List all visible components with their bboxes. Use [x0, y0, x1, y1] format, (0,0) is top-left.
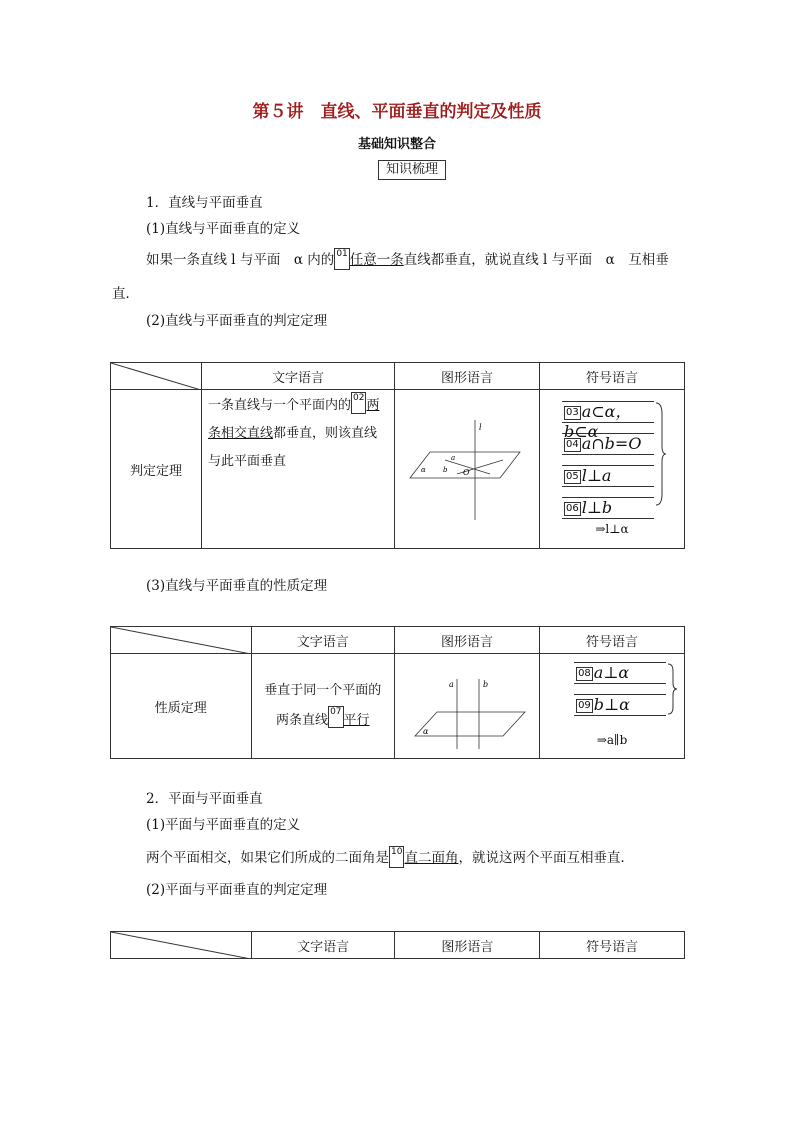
diagonal-line-icon — [111, 932, 251, 959]
label-b: b — [443, 466, 448, 474]
figure-cell — [395, 390, 540, 549]
label-a: a — [451, 454, 456, 462]
text-language-cell: 一条直线与一个平面内的 02 两条相交直线都垂直，则该直线与此平面垂直 — [202, 390, 395, 549]
diagonal-line-icon — [111, 627, 251, 654]
corner-cell — [111, 627, 252, 654]
conclusion: ⇒a∥b — [596, 733, 628, 747]
header-figure-language: 图形语言 — [395, 932, 540, 959]
blank-answer-02: 两条相交直线 — [208, 398, 380, 441]
header-text-language: 文字语言 — [202, 363, 395, 390]
conclusion: ⇒l⊥α — [595, 522, 629, 536]
section-subtitle: 基础知识整合 — [357, 137, 436, 152]
label-alpha: α — [421, 466, 426, 474]
blank-answer-07: 平行 — [343, 713, 370, 728]
section2-heading: 2．平面与平面垂直 — [146, 791, 263, 807]
section1-heading: 1．直线与平面垂直 — [146, 195, 263, 211]
label-l: l — [479, 423, 482, 432]
section2-definition: 两个平面相交，如果它们所成的二面角是 10 直二面角，就说这两个平面互相垂直． — [146, 847, 634, 866]
brace-icon — [666, 663, 678, 715]
plane-perpendicular-figure — [395, 390, 539, 544]
header-symbol-language: 符号语言 — [540, 363, 685, 390]
header-figure-language: 图形语言 — [395, 363, 540, 390]
section1-sub1: (1)直线与平面垂直的定义 — [146, 221, 301, 237]
knowledge-tag: 知识梳理 — [378, 160, 446, 180]
header-text-language: 文字语言 — [251, 627, 395, 654]
section1-sub2: (2)直线与平面垂直的判定定理 — [146, 313, 328, 329]
symbol-language-cell — [540, 654, 685, 759]
symbol-line-05: 05 l⊥a — [562, 465, 654, 487]
figure-cell — [395, 654, 540, 759]
symbol-line-09: 09 b⊥α — [574, 694, 666, 716]
blank-marker-01: 01 — [334, 248, 349, 270]
symbol-line-08: 08 a⊥α — [574, 662, 666, 684]
row-label: 性质定理 — [111, 654, 252, 759]
table-plane-judgment — [110, 931, 685, 959]
section2-sub2: (2)平面与平面垂直的判定定理 — [146, 882, 328, 898]
section1-sub3: (3)直线与平面垂直的性质定理 — [146, 578, 328, 594]
blank-answer-10: 直二面角 — [404, 850, 459, 866]
row-label: 判定定理 — [111, 390, 202, 549]
header-symbol-language: 符号语言 — [540, 932, 685, 959]
diagonal-line-icon — [111, 363, 201, 390]
label-O: O — [463, 468, 470, 477]
page-title: 第５讲 直线、平面垂直的判定及性质 — [252, 102, 542, 122]
corner-cell — [111, 932, 252, 959]
header-symbol-language: 符号语言 — [540, 627, 685, 654]
definition-line: 如果一条直线 l 与平面 α 内的 01 任意一条直线都垂直，就说直线 l 与平面 α 互相垂 — [146, 249, 669, 268]
symbol-line-03: 03 a⊂α，b⊂α — [562, 401, 654, 423]
label-a: a — [449, 680, 454, 689]
label-b: b — [483, 680, 489, 689]
table-property-theorem — [110, 626, 685, 759]
symbol-line-06: 06 l⊥b — [562, 497, 654, 519]
symbol-line-04: 04 a∩b=O — [562, 433, 654, 455]
blank-marker-02: 02 — [351, 392, 366, 414]
section2-sub1: (1)平面与平面垂直的定义 — [146, 817, 301, 833]
text-language-cell: 垂直于同一个平面的 两条直线07平行 — [251, 654, 395, 759]
header-text-language: 文字语言 — [251, 932, 395, 959]
table-judgment-theorem — [110, 362, 685, 549]
header-figure-language: 图形语言 — [395, 627, 540, 654]
definition-line-end: 直． — [112, 286, 139, 302]
brace-icon — [654, 402, 666, 506]
blank-marker-07: 07 — [328, 706, 343, 728]
label-alpha: α — [423, 727, 429, 736]
blank-marker-10: 10 — [389, 846, 404, 868]
corner-cell — [111, 363, 202, 390]
symbol-language-cell — [540, 390, 685, 549]
parallel-lines-figure — [395, 654, 539, 754]
blank-answer-01: 任意一条 — [349, 252, 404, 268]
